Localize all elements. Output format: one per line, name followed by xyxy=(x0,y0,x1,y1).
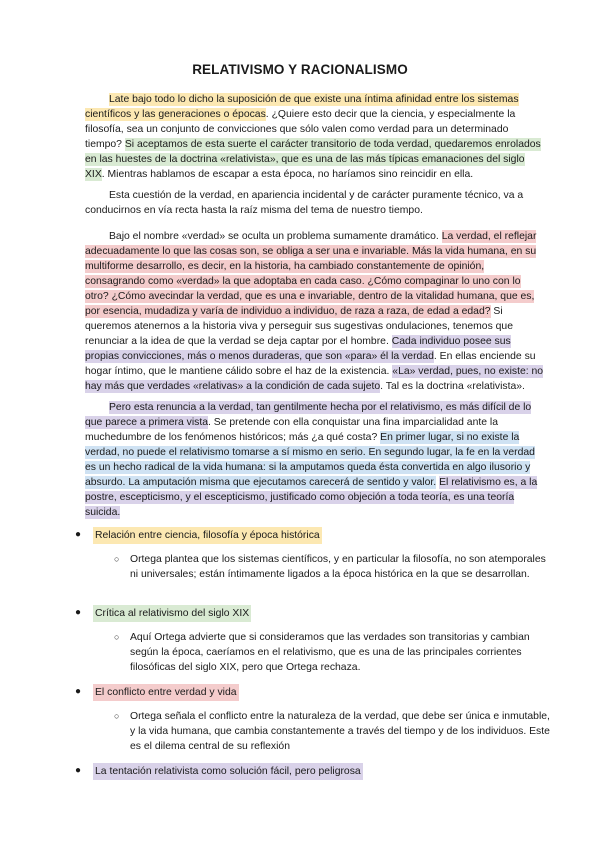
paragraph-text: . Tal es la doctrina «relativista». xyxy=(380,381,525,392)
page-title: RELATIVISMO Y RACIONALISMO xyxy=(192,62,408,77)
highlighted-text: En primer lugar, si no existe la verdad, no puede el relativismo tomarse a sí mismo en serio. En segundo lugar, la fe en la verdad es un hecho radical de la vida humana: si la amputamos queda ésta convertida en algo ilusorio y absurdo. La amputación misma que ejecutamos carecerá de sentido y valor. xyxy=(85,432,535,488)
bullet-label: Relación entre ciencia, filosofía y época histórica xyxy=(93,527,322,544)
paragraph-text: . En ellas enciende su hogar íntimo, que le mantiene cálido sobre el haz de la existencia. xyxy=(85,351,536,377)
highlighted-text: La verdad, el reflejar adecuadamente lo que las cosas son, se obliga a ser una e invariable. Más la vida humana, en su multiforme desarrollo, es decir, en la historia, ha cambiado constantemente de opinión, consagrando como «verdad» la que adoptaba en cada caso. ¿Cómo compaginar lo uno con lo otro? ¿Cómo avecindar la verdad, que es una e invariable, dentro de la vitalidad humana, que es, por esencia, mudadiza y varía de individuo a individuo, de raza a raza, de edad a edad? xyxy=(85,231,537,317)
highlighted-text: Pero esta renuncia a la verdad, tan gentilmente hecha por el relativismo, es más difícil de lo que parece a primera vista xyxy=(85,402,532,428)
sub-bullet-circle-icon: ○ xyxy=(114,632,120,642)
paragraph-4 xyxy=(85,400,545,520)
bullet-dot-icon: ● xyxy=(75,686,82,697)
paragraph-text: . Se pretende con ella conquistar una fina imparcialidad ante la muchedumbre de los fenómenos históricos; más ¿a qué costa? xyxy=(85,417,499,443)
sub-bullet-circle-icon: ○ xyxy=(114,554,120,564)
bullet-label: El conflicto entre verdad y vida xyxy=(93,684,239,701)
bullet-dot-icon: ● xyxy=(75,765,82,776)
paragraph-text: Si queremos atenernos a la historia viva y perseguir sus sugestivas ondulaciones, tenemos que renunciar a la idea de que la verdad se deja captar por el hombre. xyxy=(85,306,513,347)
paragraph-text: . ¿Quiere esto decir que la ciencia, y especialmente la filosofía, sea un conjunto de convicciones que sólo valen como verdad para un determinado tiempo? xyxy=(85,109,516,150)
sub-bullet-text: Ortega señala el conflicto entre la naturaleza de la verdad, que debe ser única e inmutable, y la vida humana, que cambia constantemente a través del tiempo y de los individuos. Este es el dilema central de su reflexión xyxy=(130,711,550,752)
bullet-label: Crítica al relativismo del siglo XIX xyxy=(93,605,251,622)
paragraph-2 xyxy=(85,188,545,218)
sub-bullet-text: Aquí Ortega advierte que si consideramos que las verdades son transitorias y cambian según la época, caeríamos en el relativismo, que es una de las principales corrientes filosóficas del siglo XIX, pero que Ortega rechaza. xyxy=(130,632,530,673)
sub-bullet-circle-icon: ○ xyxy=(114,711,120,721)
highlighted-text: Late bajo todo lo dicho la suposición de que existe una íntima afinidad entre los sistemas científicos y las generaciones o épocas xyxy=(85,94,519,120)
highlighted-text: El relativismo es, a la postre, escepticismo, y el escepticismo, justificado como objeción a toda teoría, es una teoría suicida. xyxy=(85,477,538,518)
paragraph-3 xyxy=(85,229,545,394)
bullet-label: La tentación relativista como solución fácil, pero peligrosa xyxy=(93,763,363,780)
sub-bullet-text: Ortega plantea que los sistemas científicos, y en particular la filosofía, no son atemporales ni universales; están íntimamente ligados a la época histórica en la que se desarrollan. xyxy=(130,554,546,580)
paragraph-text: Esta cuestión de la verdad, en apariencia incidental y de carácter puramente técnico, va a conducirnos en vía recta hasta la raíz misma del tema de nuestro tiempo. xyxy=(85,190,524,216)
highlighted-text: Cada individuo posee sus propias convicciones, más o menos duraderas, que son «para» él la verdad xyxy=(85,336,511,362)
paragraph-text: Bajo el nombre «verdad» se oculta un problema sumamente dramático. xyxy=(109,231,442,242)
highlighted-text: «La» verdad, pues, no existe: no hay más que verdades «relativas» a la condición de cada sujeto xyxy=(85,366,544,392)
paragraph-text: . Mientras hablamos de escapar a esta época, no haríamos sino reincidir en ella. xyxy=(101,169,474,180)
bullet-dot-icon: ● xyxy=(75,607,82,618)
paragraph-1 xyxy=(85,92,545,182)
highlighted-text: Si aceptamos de esta suerte el carácter transitorio de toda verdad, quedaremos enrolados en las huestes de la doctrina «relativista», que es una de las más típicas emanaciones del siglo XIX xyxy=(85,139,541,180)
bullet-dot-icon: ● xyxy=(75,529,82,540)
